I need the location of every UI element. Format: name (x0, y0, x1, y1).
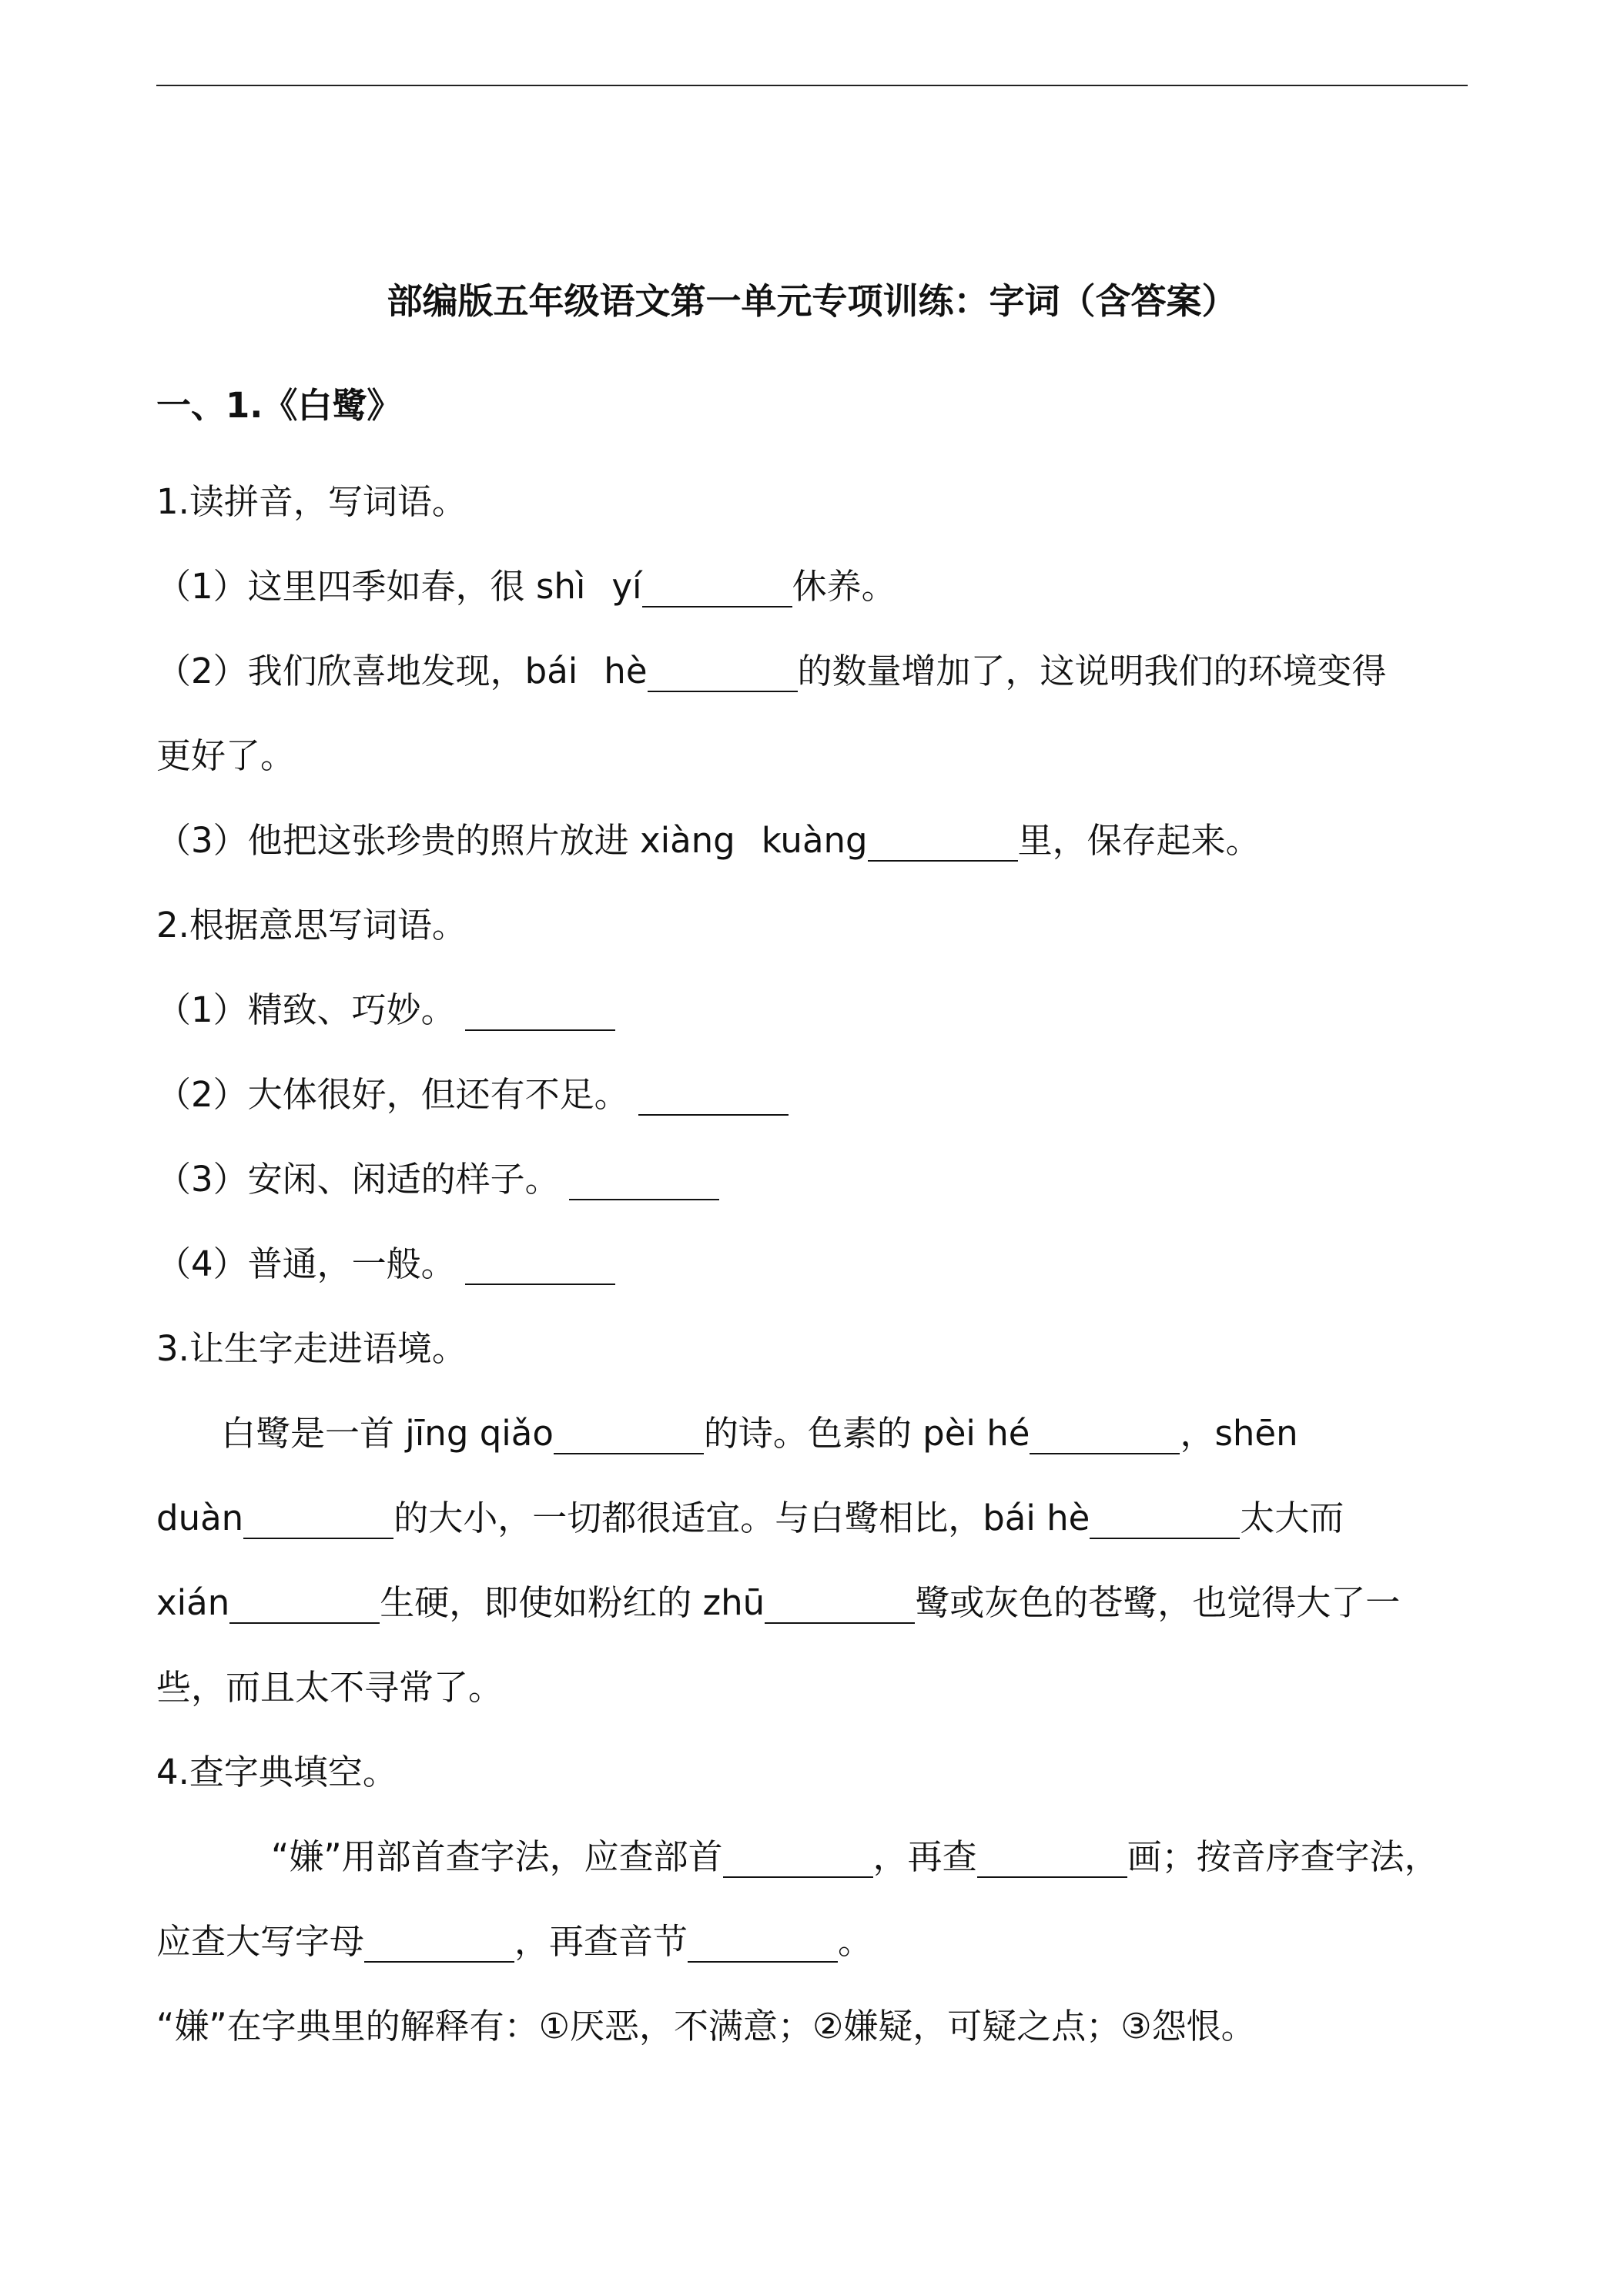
answer-blank[interactable] (364, 1925, 514, 1963)
q2-item-1 (156, 989, 615, 1031)
answer-blank[interactable] (229, 1586, 380, 1624)
item-number: （2） (156, 1074, 248, 1115)
q1-item-1 (156, 566, 896, 607)
answer-blank[interactable] (638, 1078, 789, 1116)
passage-text: xián (156, 1582, 230, 1623)
answer-blank[interactable] (1030, 1417, 1180, 1454)
pinyin: hè (604, 651, 648, 691)
answer-blank[interactable] (765, 1586, 915, 1624)
header-rule (156, 85, 1468, 86)
q1-item-3 (156, 820, 1261, 862)
pinyin: kuàng (761, 820, 868, 861)
passage-text: 鹭或灰色的苍鹭，也觉得大了一 (915, 1582, 1401, 1623)
item-number: （3） (156, 1159, 248, 1200)
item-text: 大体很好，但还有不足。 (247, 1074, 629, 1115)
q3-line-2 (156, 1498, 1344, 1539)
item-number: （1） (156, 566, 248, 607)
answer-blank[interactable] (465, 1247, 615, 1285)
item-number: （1） (156, 989, 248, 1030)
item-text: 普通，一般。 (247, 1243, 456, 1284)
answer-blank[interactable] (723, 1840, 873, 1878)
passage-text: duàn (156, 1498, 244, 1538)
passage-text: ，再查 (872, 1836, 977, 1877)
item-number: （2） (156, 651, 248, 691)
pinyin: yí (611, 566, 642, 607)
answer-blank[interactable] (648, 654, 798, 692)
q1-item-2 (156, 651, 1387, 692)
item-text: 休养。 (792, 566, 896, 607)
q4-heading: 4.查字典填空。 (156, 1752, 397, 1792)
item-text: 的数量增加了，这说明我们的环境变得 (797, 651, 1387, 691)
q2-item-3 (156, 1159, 719, 1200)
q4-line-2 (156, 1921, 872, 1963)
item-text: 他把这张珍贵的照片放进 xiàng (247, 820, 735, 861)
section-heading: 一、1.《白鹭》 (156, 385, 402, 426)
answer-blank[interactable] (243, 1501, 393, 1539)
item-number: （4） (156, 1243, 248, 1284)
passage-text: 的大小，一切都很适宜。与白鹭相比，bái hè (393, 1498, 1090, 1538)
answer-blank[interactable] (465, 993, 615, 1031)
passage-text: 画；按音序查字法， (1127, 1836, 1439, 1877)
q3-line-1 (221, 1413, 1298, 1454)
passage-text: 生硬，即使如粉红的 zhū (380, 1582, 765, 1623)
document-title: 部编版五年级语文第一单元专项训练：字词（含答案） (387, 280, 1237, 322)
item-text: 里，保存起来。 (1017, 820, 1261, 861)
q2-item-4 (156, 1243, 615, 1285)
answer-blank[interactable] (868, 824, 1018, 862)
answer-blank[interactable] (977, 1840, 1127, 1878)
passage-text: ，再查音节 (514, 1921, 688, 1962)
item-text: 这里四季如春，很 shì (247, 566, 586, 607)
q3-line-4: 些，而且太不寻常了。 (156, 1667, 504, 1708)
answer-blank[interactable] (642, 570, 792, 607)
item-text: 精致、巧妙。 (247, 989, 456, 1030)
passage-text: “嫌”用部首查字法，应查部首 (271, 1836, 723, 1877)
q1-heading: 1.读拼音，写词语。 (156, 481, 467, 522)
q4-line-3: “嫌”在字典里的解释有：①厌恶，不满意；②嫌疑，可疑之点；③怨恨。 (156, 2006, 1256, 2047)
answer-blank[interactable] (688, 1925, 838, 1963)
passage-text: 太大而 (1240, 1498, 1344, 1538)
q2-heading: 2.根据意思写词语。 (156, 905, 467, 946)
item-number: （3） (156, 820, 248, 861)
passage-text: 。 (838, 1921, 873, 1962)
item-text: 我们欣喜地发现，bái (247, 651, 578, 691)
q1-item-2-cont: 更好了。 (156, 735, 296, 776)
q4-line-1 (271, 1836, 1439, 1878)
answer-blank[interactable] (1090, 1501, 1240, 1539)
passage-text: ，shēn (1180, 1413, 1298, 1454)
answer-blank[interactable] (554, 1417, 704, 1454)
q3-line-3 (156, 1582, 1400, 1624)
passage-text: 的诗。色素的 pèi hé (703, 1413, 1030, 1454)
passage-text: 白鹭是一首 jīng qiǎo (221, 1413, 554, 1454)
q2-item-2 (156, 1074, 789, 1116)
q3-heading: 3.让生字走进语境。 (156, 1328, 467, 1369)
answer-blank[interactable] (569, 1163, 719, 1200)
passage-text: 应查大写字母 (156, 1921, 365, 1962)
item-text: 安闲、闲适的样子。 (247, 1159, 560, 1200)
